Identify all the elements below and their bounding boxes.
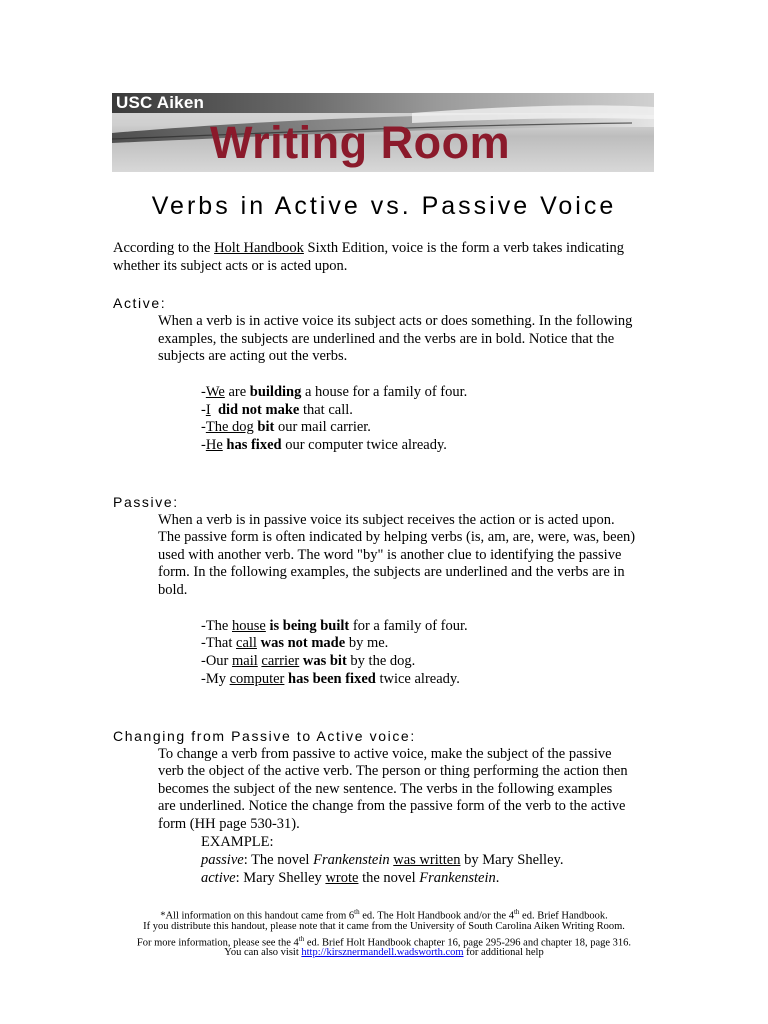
active-example-3: -The dog bit our mail carrier. — [201, 419, 371, 435]
passive-example-1: -The house is being built for a family of four. — [201, 618, 468, 634]
intro-line-1: According to the Holt Handbook Sixth Edition, voice is the form a verb takes indicating — [113, 240, 625, 256]
footer-line-2: If you distribute this handout, please note that it came from the University of South Carolina Aiken Writing Room. — [143, 921, 625, 932]
active-heading: Active: — [113, 295, 167, 311]
changing-line-3: becomes the subject of the new sentence. The verbs in the following examples — [158, 781, 613, 797]
passive-example-4: -My computer has been fixed twice already. — [201, 671, 460, 687]
changing-heading: Changing from Passive to Active voice: — [113, 728, 416, 744]
example-label: EXAMPLE: — [201, 834, 274, 850]
holt-handbook-title: Holt Handbook — [214, 240, 304, 256]
changing-line-1: To change a verb from passive to active voice, make the subject of the passive — [158, 746, 612, 762]
changing-line-5: form (HH page 530-31). — [158, 816, 300, 832]
wadsworth-link[interactable]: http://kirsznermandell.wadsworth.com — [301, 947, 464, 958]
active-line-1: When a verb is in active voice its subject acts or does something. In the following — [158, 313, 633, 329]
footer-line-1: *All information on this handout came from 6th ed. The Holt Handbook and/or the 4th ed. Brief Handbook. — [160, 908, 608, 922]
passive-heading: Passive: — [113, 494, 179, 510]
passive-line-4: form. In the following examples, the subjects are underlined and the verbs are in — [158, 564, 625, 580]
active-line-3: subjects are acting out the verbs. — [158, 348, 348, 364]
passive-line-5: bold. — [158, 582, 188, 598]
changing-line-2: verb the object of the active verb. The person or thing performing the action then — [158, 763, 628, 779]
active-line-2: examples, the subjects are underlined and the verbs are in bold. Notice that the — [158, 331, 615, 347]
passive-line-3: used with another verb. The word "by" is another clue to identifying the passive — [158, 547, 622, 563]
passive-sample-sentence: passive: The novel Frankenstein was written by Mary Shelley. — [201, 852, 564, 868]
passive-example-2: -That call was not made by me. — [201, 635, 389, 651]
banner-org-name: USC Aiken — [116, 93, 205, 112]
changing-line-4: are underlined. Notice the change from the passive form of the verb to the active — [158, 798, 626, 814]
passive-line-2: The passive form is often indicated by helping verbs (is, am, are, were, was, been) — [158, 529, 636, 545]
active-example-4: -He has fixed our computer twice already. — [201, 437, 447, 453]
active-example-1: -We are building a house for a family of four. — [201, 384, 468, 400]
active-example-2: -I did not make that call. — [201, 402, 353, 418]
footer-line-3: For more information, please see the 4th ed. Brief Holt Handbook chapter 16, page 295-296 and chapter 18, page 316. — [136, 935, 632, 949]
intro-line-2: whether its subject acts or is acted upon. — [113, 258, 348, 274]
writing-room-banner — [112, 93, 654, 172]
page-title: Verbs in Active vs. Passive Voice — [151, 192, 617, 220]
passive-example-3: -Our mail carrier was bit by the dog. — [201, 653, 416, 669]
banner-title: Writing Room — [210, 117, 511, 168]
footer-line-4: You can also visit http://kirsznermandell.wadsworth.com for additional help — [224, 947, 544, 958]
active-sample-sentence: active: Mary Shelley wrote the novel Frankenstein. — [201, 870, 500, 886]
passive-line-1: When a verb is in passive voice its subject receives the action or is acted upon. — [158, 512, 615, 528]
